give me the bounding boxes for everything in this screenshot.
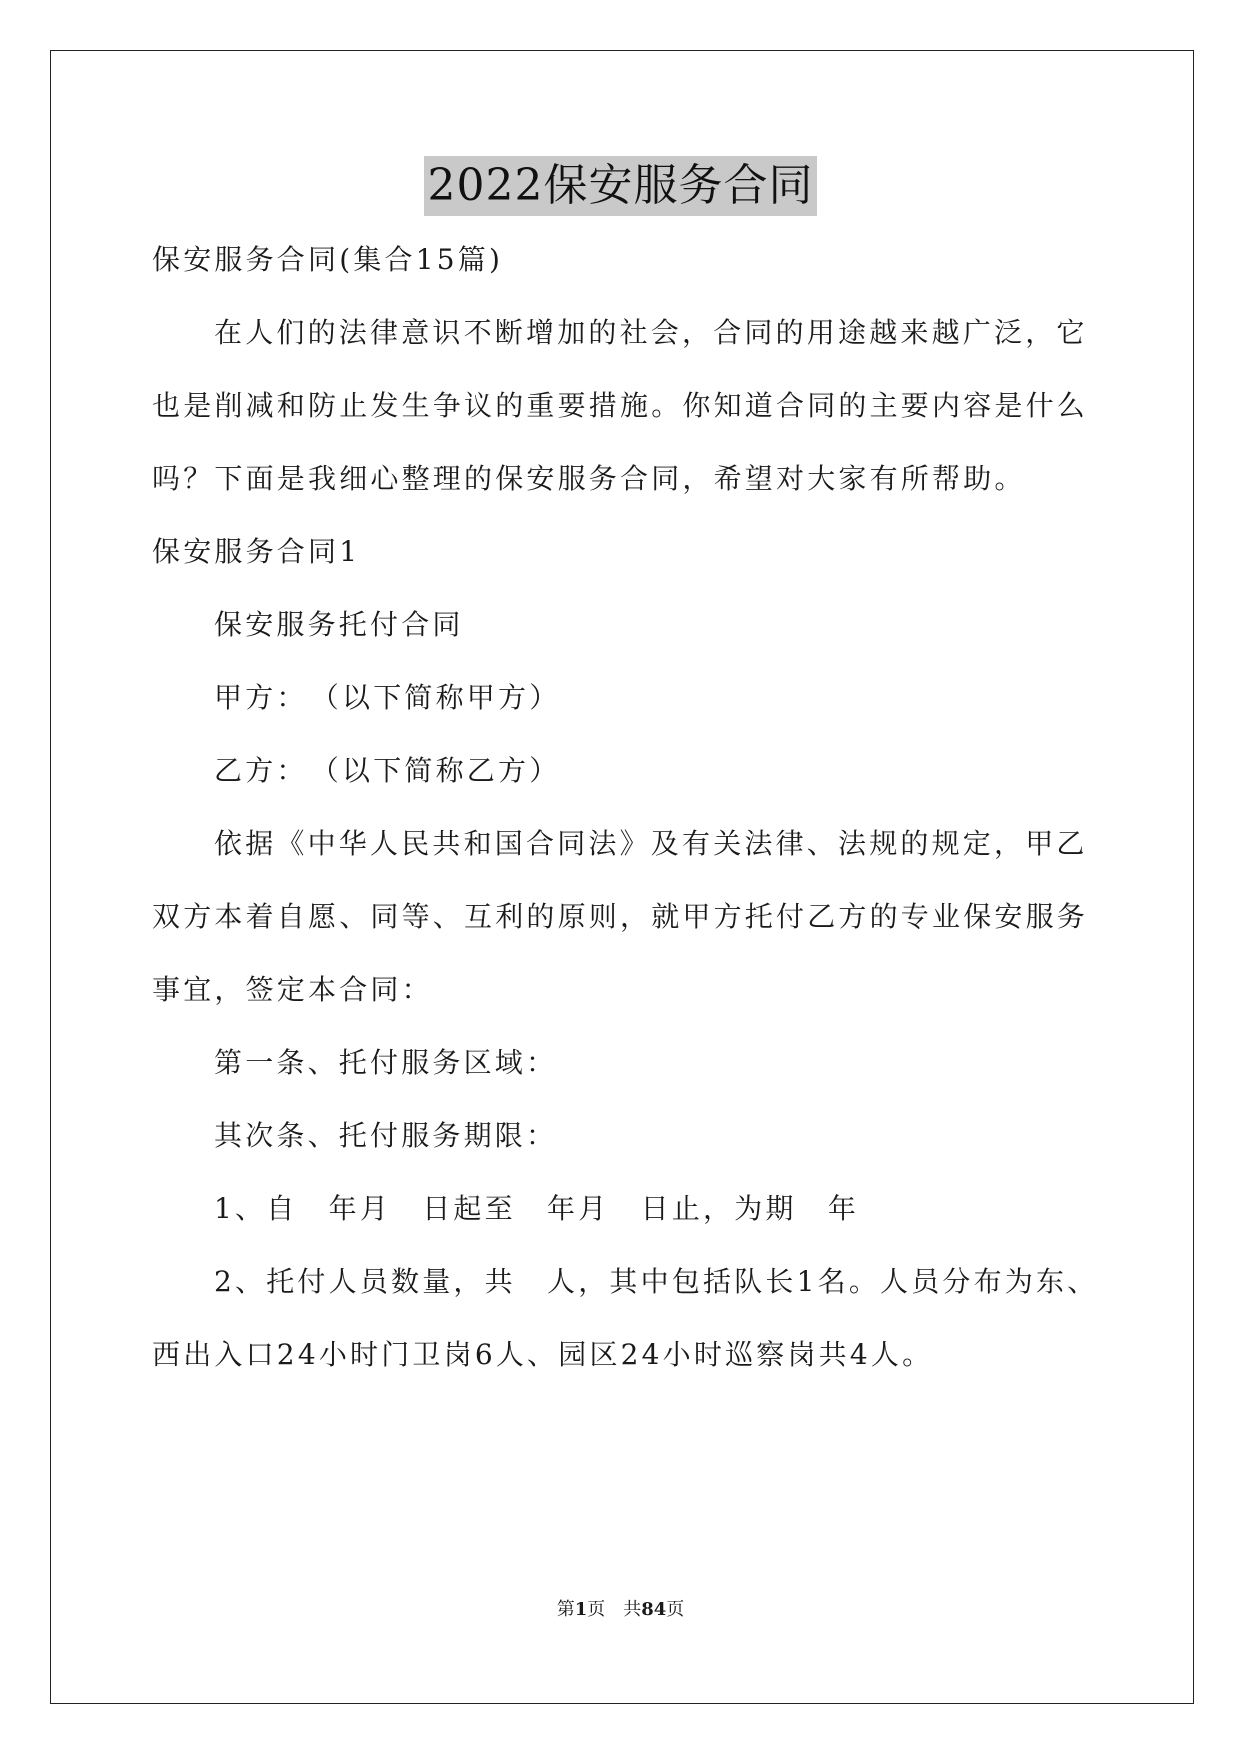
clause-line: 西出入口24小时门卫岗6人、园区24小时巡察岗共4人。	[152, 1338, 934, 1371]
clause-line: 2、托付人员数量，共 人，其中包括队长1名。人员分布为东、	[214, 1265, 1099, 1298]
footer-mid: 页 共	[587, 1599, 642, 1620]
clause-line: 其次条、托付服务期限：	[214, 1119, 558, 1152]
paragraph-line: 事宜，签定本合同：	[152, 973, 433, 1006]
page-footer	[0, 1598, 1241, 1622]
paragraph-line: 双方本着自愿、同等、互利的原则，就甲方托付乙方的专业保安服务	[152, 900, 1089, 933]
party-b-line: 乙方： （以下简称乙方）	[214, 754, 561, 787]
page-border	[50, 50, 1194, 1704]
party-a-line: 甲方： （以下简称甲方）	[214, 681, 561, 714]
footer-prefix: 第	[556, 1599, 575, 1620]
footer-suffix: 页	[666, 1599, 685, 1620]
section-heading: 保安服务合同1	[152, 535, 361, 568]
subtitle-line: 保安服务合同(集合15篇)	[152, 243, 504, 276]
title-container	[0, 156, 1241, 216]
footer-total-pages: 84	[641, 1599, 667, 1620]
document-title: 2022保安服务合同	[424, 156, 818, 216]
paragraph-line: 在人们的法律意识不断增加的社会，合同的用途越来越广泛，它	[214, 316, 1088, 349]
paragraph-line: 也是削减和防止发生争议的重要措施。你知道合同的主要内容是什么	[152, 389, 1089, 422]
footer-page-number: 1	[574, 1599, 588, 1620]
clause-line: 1、自 年月 日起至 年月 日止，为期 年	[214, 1192, 860, 1225]
paragraph-line: 吗？下面是我细心整理的保安服务合同，希望对大家有所帮助。	[152, 462, 1026, 495]
contract-title-line: 保安服务托付合同	[214, 608, 464, 641]
paragraph-line: 依据《中华人民共和国合同法》及有关法律、法规的规定，甲乙	[214, 827, 1088, 860]
clause-line: 第一条、托付服务区域：	[214, 1046, 558, 1079]
